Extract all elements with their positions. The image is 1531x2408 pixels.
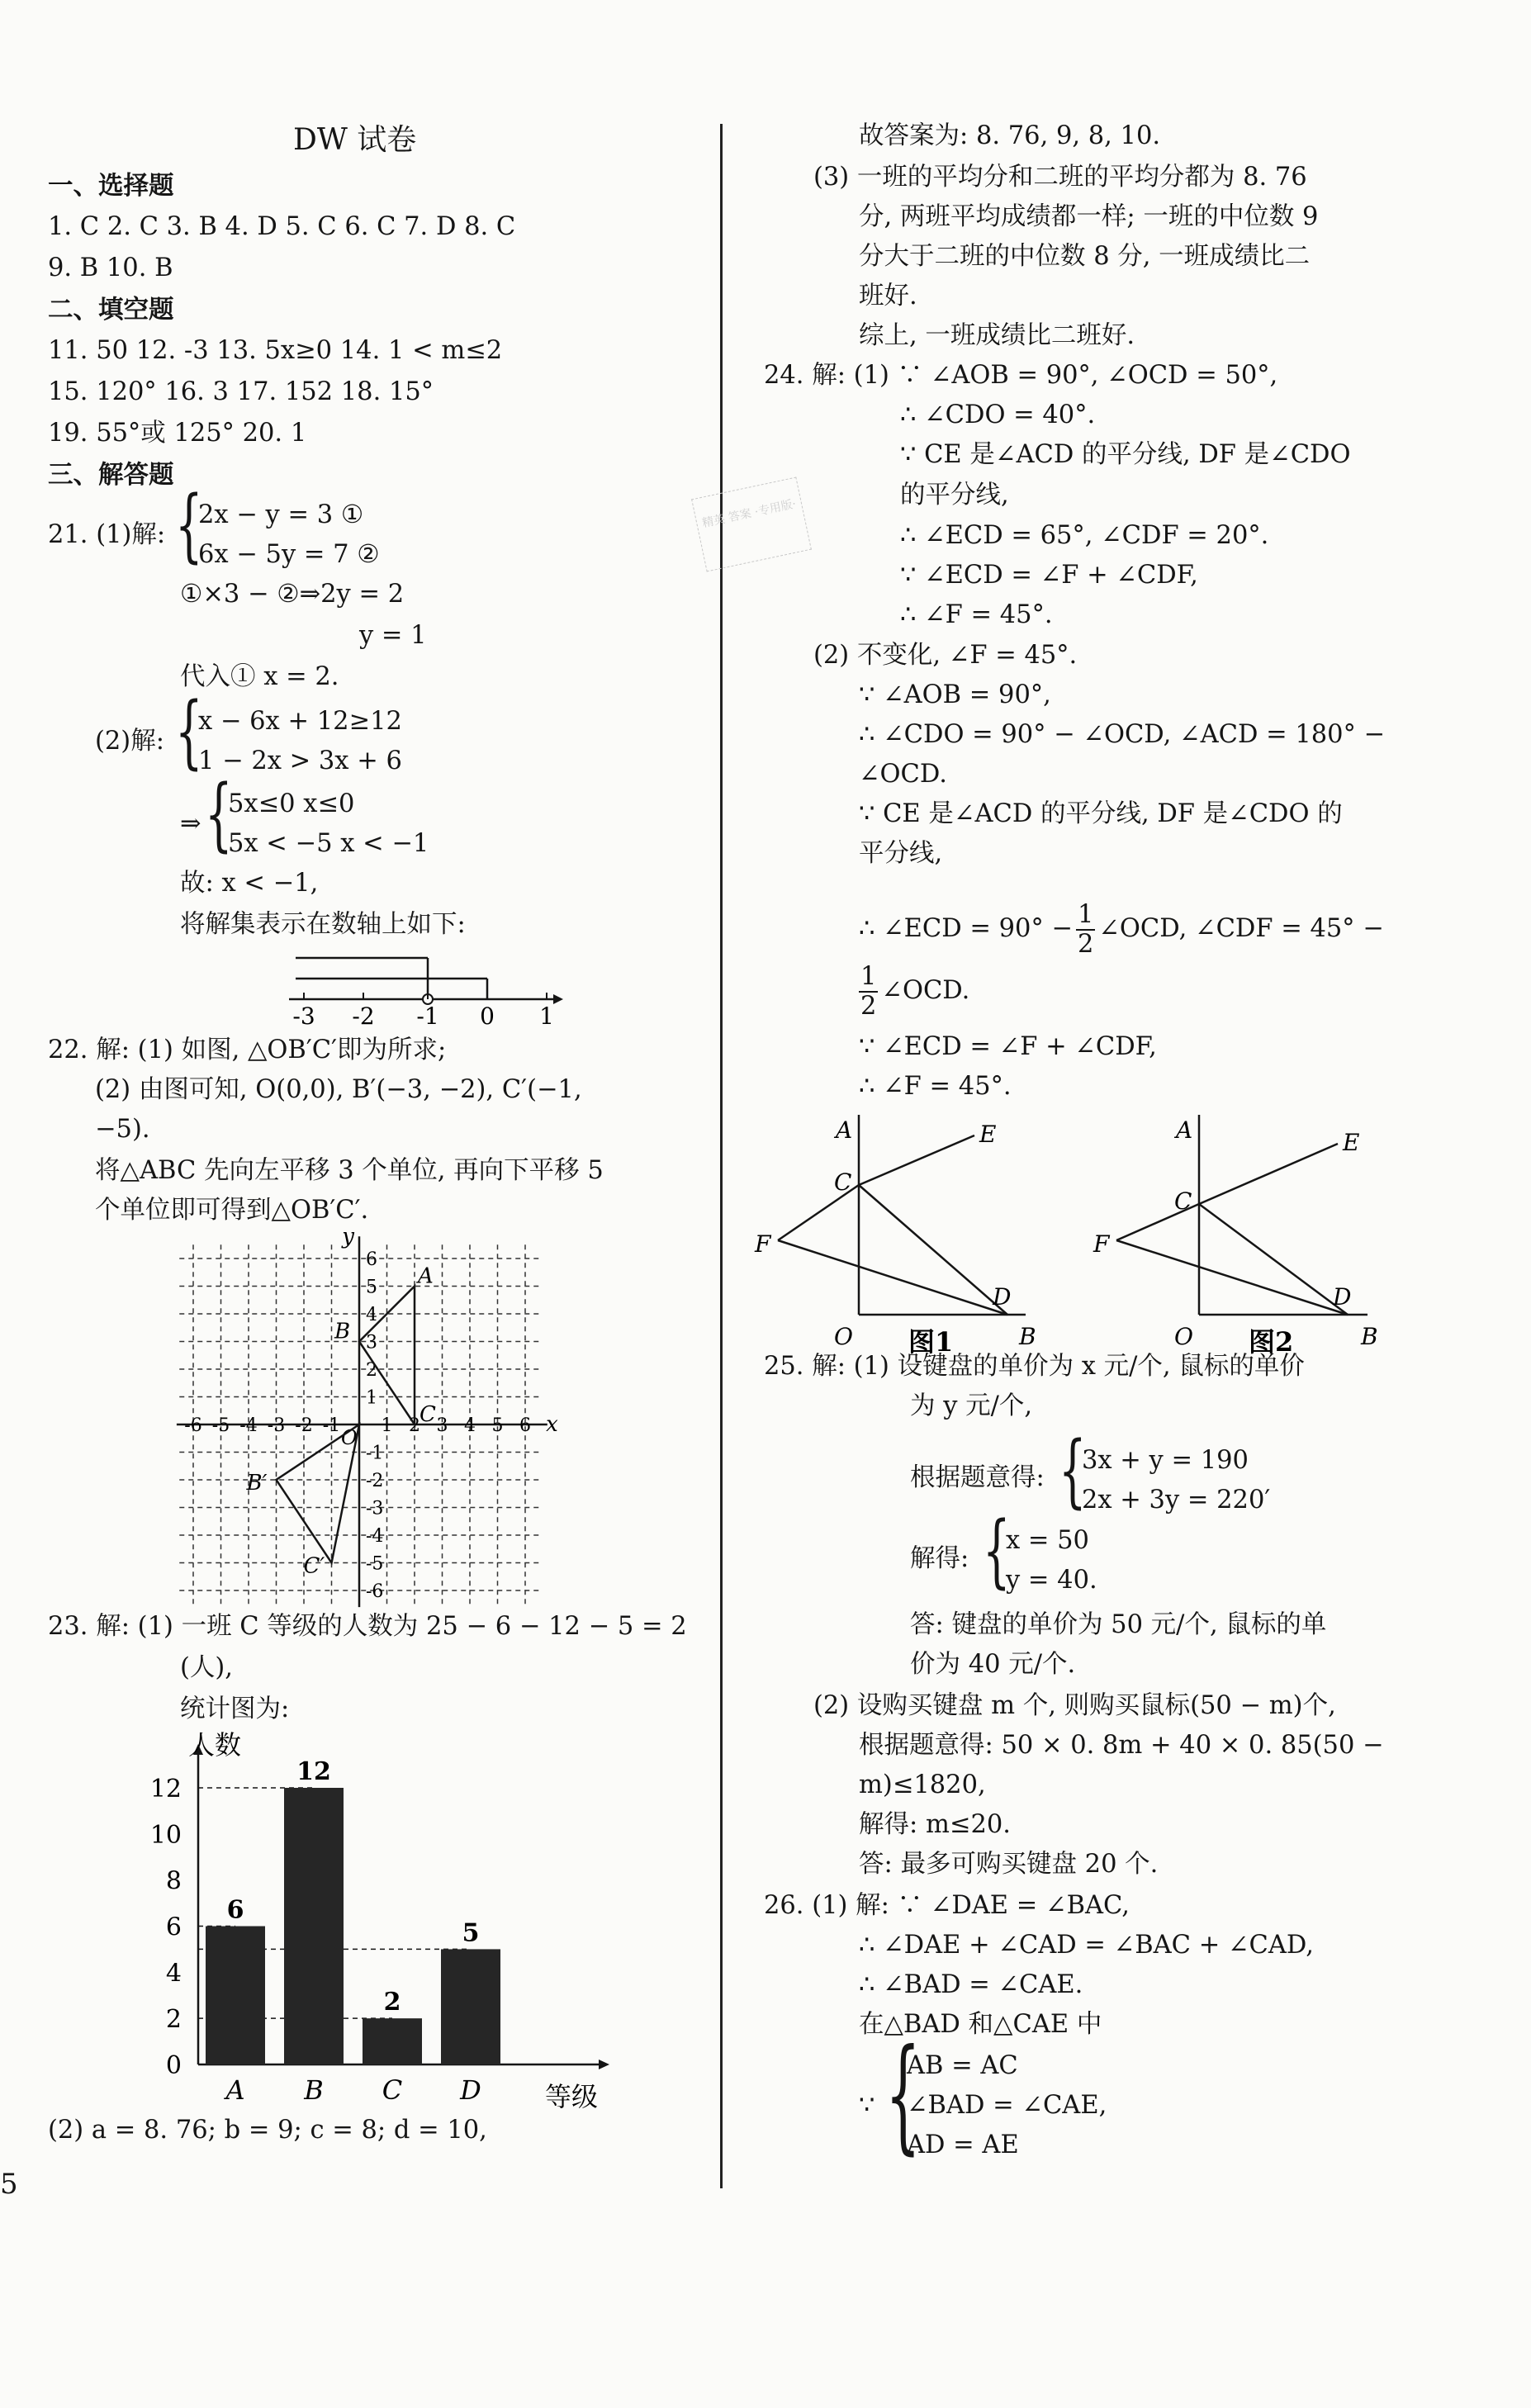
fill-answers-row-3: 19. 55°或 125° 20. 1 [48,419,307,448]
fig2-label-b: B [1361,1323,1378,1350]
x-tick-label: 3 [436,1415,448,1436]
q25-line-5: 答: 键盘的单价为 50 元/个, 鼠标的单 [910,1610,1327,1639]
q25-line-1: 25. 解: (1) 设键盘的单价为 x 元/个, 鼠标的单价 [764,1352,1305,1381]
fig1-caption: 图1 [908,1326,954,1358]
x-tick-label: 4 [464,1415,476,1436]
fig2-cd-line [1199,1204,1348,1315]
chart-y-tick: 12 [149,1775,182,1804]
chart-y-tick: 2 [165,2005,182,2035]
q26-line-4: 在△BAD 和△CAE 中 [859,2010,1102,2039]
fig1-fd-line [778,1240,1007,1315]
q26-condition-1: AB = AC [907,2051,1018,2080]
q24-line-6: ∵ ∠ECD = ∠F + ∠CDF, [900,561,1198,590]
fig2-label-o: O [1174,1323,1193,1350]
frac-num-2: 1 [860,962,877,991]
q21-implies: ⇒ [180,809,201,838]
fig2-fd-line [1116,1240,1348,1315]
r-answer-line: 故答案为: 8. 76, 9, 8, 10. [859,121,1161,150]
point-b-label: B [334,1319,351,1344]
fig1-ce-line [859,1135,974,1185]
x-tick-label: -6 [184,1415,202,1436]
q24-expr-c: ∠OCD. [881,976,970,1005]
q24-part2-line-2: ∵ ∠AOB = 90°, [859,680,1051,709]
q24-line-2: ∴ ∠CDO = 40°. [900,401,1096,429]
q25-line-9: m)≤1820, [859,1770,986,1799]
chart-y-tick: 4 [165,1959,182,1988]
origin-label: O [341,1426,358,1449]
q26-system-brace: { [885,2023,921,2167]
q25-solution-1: x = 50 [1006,1526,1089,1555]
q25-line-8: 根据题意得: 50 × 0. 8m + 40 × 0. 85(50 − [859,1731,1384,1760]
x-axis-label: x [546,1412,558,1437]
q24-part2-line-6: 平分线, [859,839,943,868]
q21-system-brace: { [175,479,203,571]
q21-conclusion: 故: x < −1, [180,869,319,898]
fig1-label-b: B [1019,1323,1036,1350]
fig2-ce-line [1199,1144,1338,1204]
choice-answers-row-2: 9. B 10. B [48,254,173,282]
fill-answers-row-2: 15. 120° 16. 3 17. 152 18. 15° [48,377,434,406]
chart-category-label: B [304,2074,324,2106]
q26-line-2: ∴ ∠DAE + ∠CAD = ∠BAC + ∠CAD, [859,1931,1314,1960]
q22-line-1: 22. 解: (1) 如图, △OB′C′即为所求; [48,1036,447,1064]
chart-value-label: 2 [383,1988,401,2017]
y-tick-label: -5 [366,1553,384,1575]
point-b-prime-label: B′ [246,1471,268,1496]
q25-line-6: 价为 40 元/个. [910,1650,1076,1679]
q21-label: 21. (1)解: [48,520,166,549]
r-line-2: (3) 一班的平均分和二班的平均分都为 8. 76 [813,163,1307,192]
fig1-label-c: C [834,1168,852,1196]
y-tick-label: -2 [366,1471,384,1491]
q24-expr-b: ∠OCD, ∠CDF = 45° − [1098,914,1384,943]
page-number: 5 [0,2168,18,2201]
x-tick-label: 5 [491,1415,504,1436]
q21-numberline-intro: 将解集表示在数轴上如下: [180,910,466,939]
q25-line-2: 为 y 元/个, [910,1391,1033,1420]
chart-y-tick: 6 [165,1913,182,1942]
section-heading-choice: 一、选择题 [48,171,174,201]
q21-equation-1: 2x − y = 3 ① [198,500,364,529]
q26-line-1: 26. (1) 解: ∵ ∠DAE = ∠BAC, [764,1891,1130,1920]
q25-solution-brace: { [983,1505,1011,1597]
chart-bar [206,1927,265,2065]
chart-value-label: 6 [226,1895,244,1925]
q21-inequality-3: 5x≤0 x≤0 [228,789,355,818]
chart-x-arrow [599,2060,609,2069]
numberline-label: 0 [480,1003,495,1030]
chart-y-tick: 0 [165,2051,182,2080]
bar-chart [149,1729,644,2122]
q25-equation-2: 2x + 3y = 220′ [1082,1486,1271,1514]
q24-expr-a: ∴ ∠ECD = 90° − [859,914,1073,943]
q24-part2-line-10: ∴ ∠F = 45°. [859,1072,1012,1101]
q21-step-1: ①×3 − ②⇒2y = 2 [180,580,405,609]
r-line-3: 分, 两班平均成绩都一样; 一班的中位数 9 [859,202,1319,231]
frac-den-2: 2 [860,992,877,1021]
x-tick-label: -1 [322,1415,341,1436]
q25-line-11: 答: 最多可购买键盘 20 个. [859,1850,1159,1879]
q26-condition-2: ∠BAD = ∠CAE, [907,2091,1107,2120]
section-heading-solve: 三、解答题 [48,460,174,490]
q22-line-5: 个单位即可得到△OB′C′. [95,1196,369,1225]
choice-answers-row-1: 1. C 2. C 3. B 4. D 5. C 6. C 7. D 8. C [48,212,516,241]
q24-part2-line-8 [859,958,969,1024]
q25-line-4: 解得: [910,1544,969,1573]
y-tick-label: 2 [366,1360,377,1381]
fraction-half-2 [859,963,878,1021]
fig1-label-f: F [755,1230,771,1258]
q24-part2-line-5: ∵ CE 是∠ACD 的平分线, DF 是∠CDO 的 [859,799,1343,828]
fill-answers-row-1: 11. 50 12. -3 13. 5x≥0 14. 1 < m≤2 [48,336,503,365]
q22-line-2: (2) 由图可知, O(0,0), B′(−3, −2), C′(−1, [95,1075,582,1104]
numberline-label: 1 [539,1003,554,1030]
numberline-label: -3 [292,1003,315,1030]
chart-value-label: 5 [462,1918,480,1948]
q25-line-3: 根据题意得: [910,1463,1045,1492]
fig1-label-d: D [993,1283,1012,1311]
fig2-label-e: E [1343,1129,1360,1156]
q21-part2-label: (2)解: [95,727,164,756]
r-line-5: 班好. [859,282,917,310]
q24-line-3: ∵ CE 是∠ACD 的平分线, DF 是∠CDO [900,440,1351,469]
q24-line-1: 24. 解: (1) ∵ ∠AOB = 90°, ∠OCD = 50°, [764,361,1278,390]
chart-y-tick: 8 [165,1866,182,1896]
fig1-label-e: E [979,1121,997,1148]
q21-step-3: 代入① x = 2. [180,662,339,691]
chart-bar [441,1949,500,2064]
page-title: DW 试卷 [293,123,417,157]
chart-bar [363,2018,422,2064]
q23-line-2: (人), [180,1653,233,1682]
x-tick-label: -4 [239,1415,258,1436]
chart-category-label: D [460,2074,481,2106]
q24-part2-line-7 [859,896,1384,962]
y-tick-label: -6 [366,1581,384,1602]
y-tick-label: -1 [366,1443,384,1464]
coordinate-grid-figure [182,1224,570,1602]
x-tick-label: 1 [381,1415,393,1436]
x-tick-label: -3 [267,1415,286,1436]
column-divider [720,124,723,2188]
point-a-label: A [418,1263,434,1289]
q21-inequality-4: 5x < −5 x < −1 [228,829,429,858]
point-c-prime-label: C′ [303,1553,325,1579]
q24-part2-line-3: ∴ ∠CDO = 90° − ∠OCD, ∠ACD = 180° − [859,720,1386,749]
x-tick-label: -2 [295,1415,313,1436]
fig2-label-a: A [1176,1116,1193,1144]
section-heading-fill: 二、填空题 [48,295,174,325]
q25-equation-1: 3x + y = 190 [1082,1446,1249,1475]
q25-line-10: 解得: m≤20. [859,1810,1011,1839]
y-tick-label: 6 [366,1249,377,1270]
r-line-6: 综上, 一班成绩比二班好. [859,321,1135,350]
q26-because: ∵ [859,2091,875,2120]
chart-x-label: 等级 [545,2081,599,2112]
x-tick-label: 6 [519,1415,531,1436]
q26-condition-3: AD = AE [907,2131,1019,2159]
q24-part2-line-4: ∠OCD. [859,760,947,789]
q23-line-3: 统计图为: [180,1695,290,1723]
fraction-half [1076,901,1095,959]
frac-den: 2 [1077,930,1094,959]
fig2-label-c: C [1174,1187,1192,1215]
q25-line-7: (2) 设购买键盘 m 个, 则购买鼠标(50 − m)个, [813,1691,1336,1720]
q21-inequality-1: x − 6x + 12≥12 [198,707,402,736]
y-tick-label: 5 [366,1277,377,1298]
number-line [281,941,562,1032]
angle-figures [755,1098,1404,1358]
r-line-4: 分大于二班的中位数 8 分, 一班成绩比二 [859,242,1311,271]
x-tick-label: -5 [211,1415,230,1436]
fig1-cd-line [859,1185,1007,1315]
fig1-label-a: A [836,1116,853,1144]
point-c-label: C [419,1402,436,1427]
y-tick-label: 1 [366,1387,377,1409]
q21-step-2: y = 1 [359,621,427,650]
q24-line-5: ∴ ∠ECD = 65°, ∠CDF = 20°. [900,521,1269,550]
q21-equation-2: 6x − 5y = 7 ② [198,540,380,569]
numberline-label: -1 [416,1003,439,1030]
fig2-caption: 图2 [1249,1326,1294,1358]
q24-line-7: ∴ ∠F = 45°. [900,600,1053,629]
y-tick-label: 4 [366,1305,377,1325]
q24-part2-line-1: (2) 不变化, ∠F = 45°. [813,641,1078,670]
q22-line-3: −5). [95,1115,150,1144]
fig2-label-d: D [1333,1283,1352,1311]
chart-y-label: 人数 [188,1729,242,1761]
q21-inequality-brace-2: { [205,768,233,860]
q25-system-brace: { [1059,1424,1087,1517]
y-axis-label: y [342,1224,354,1249]
watermark-stamp: 精英 答案 ·专用版· [691,476,812,571]
chart-value-label: 12 [296,1757,331,1786]
q24-line-4: 的平分线, [900,481,1009,510]
chart-y-tick: 10 [149,1820,182,1850]
fig2-label-f: F [1093,1230,1110,1258]
q22-line-4: 将△ABC 先向左平移 3 个单位, 再向下平移 5 [95,1156,604,1185]
q21-inequality-2: 1 − 2x > 3x + 6 [198,747,402,775]
y-tick-label: 3 [366,1332,377,1353]
y-tick-label: -3 [366,1498,384,1519]
fig1-label-o: O [834,1323,853,1350]
numberline-label: -2 [352,1003,375,1030]
y-tick-label: -4 [366,1526,384,1547]
chart-category-label: C [382,2074,403,2106]
x-tick-label: 2 [409,1415,420,1436]
q25-solution-2: y = 40. [1006,1566,1097,1595]
q23-line-1: 23. 解: (1) 一班 C 等级的人数为 25 − 6 − 12 − 5 = 2 [48,1612,687,1641]
q23-line-4: (2) a = 8. 76; b = 9; c = 8; d = 10, [48,2116,487,2145]
frac-num: 1 [1077,900,1094,929]
q26-line-3: ∴ ∠BAD = ∠CAE. [859,1970,1083,1999]
q24-part2-line-9: ∵ ∠ECD = ∠F + ∠CDF, [859,1032,1157,1061]
chart-category-label: A [225,2074,245,2106]
q21-inequality-brace: { [175,685,203,778]
chart-bar [284,1788,344,2064]
